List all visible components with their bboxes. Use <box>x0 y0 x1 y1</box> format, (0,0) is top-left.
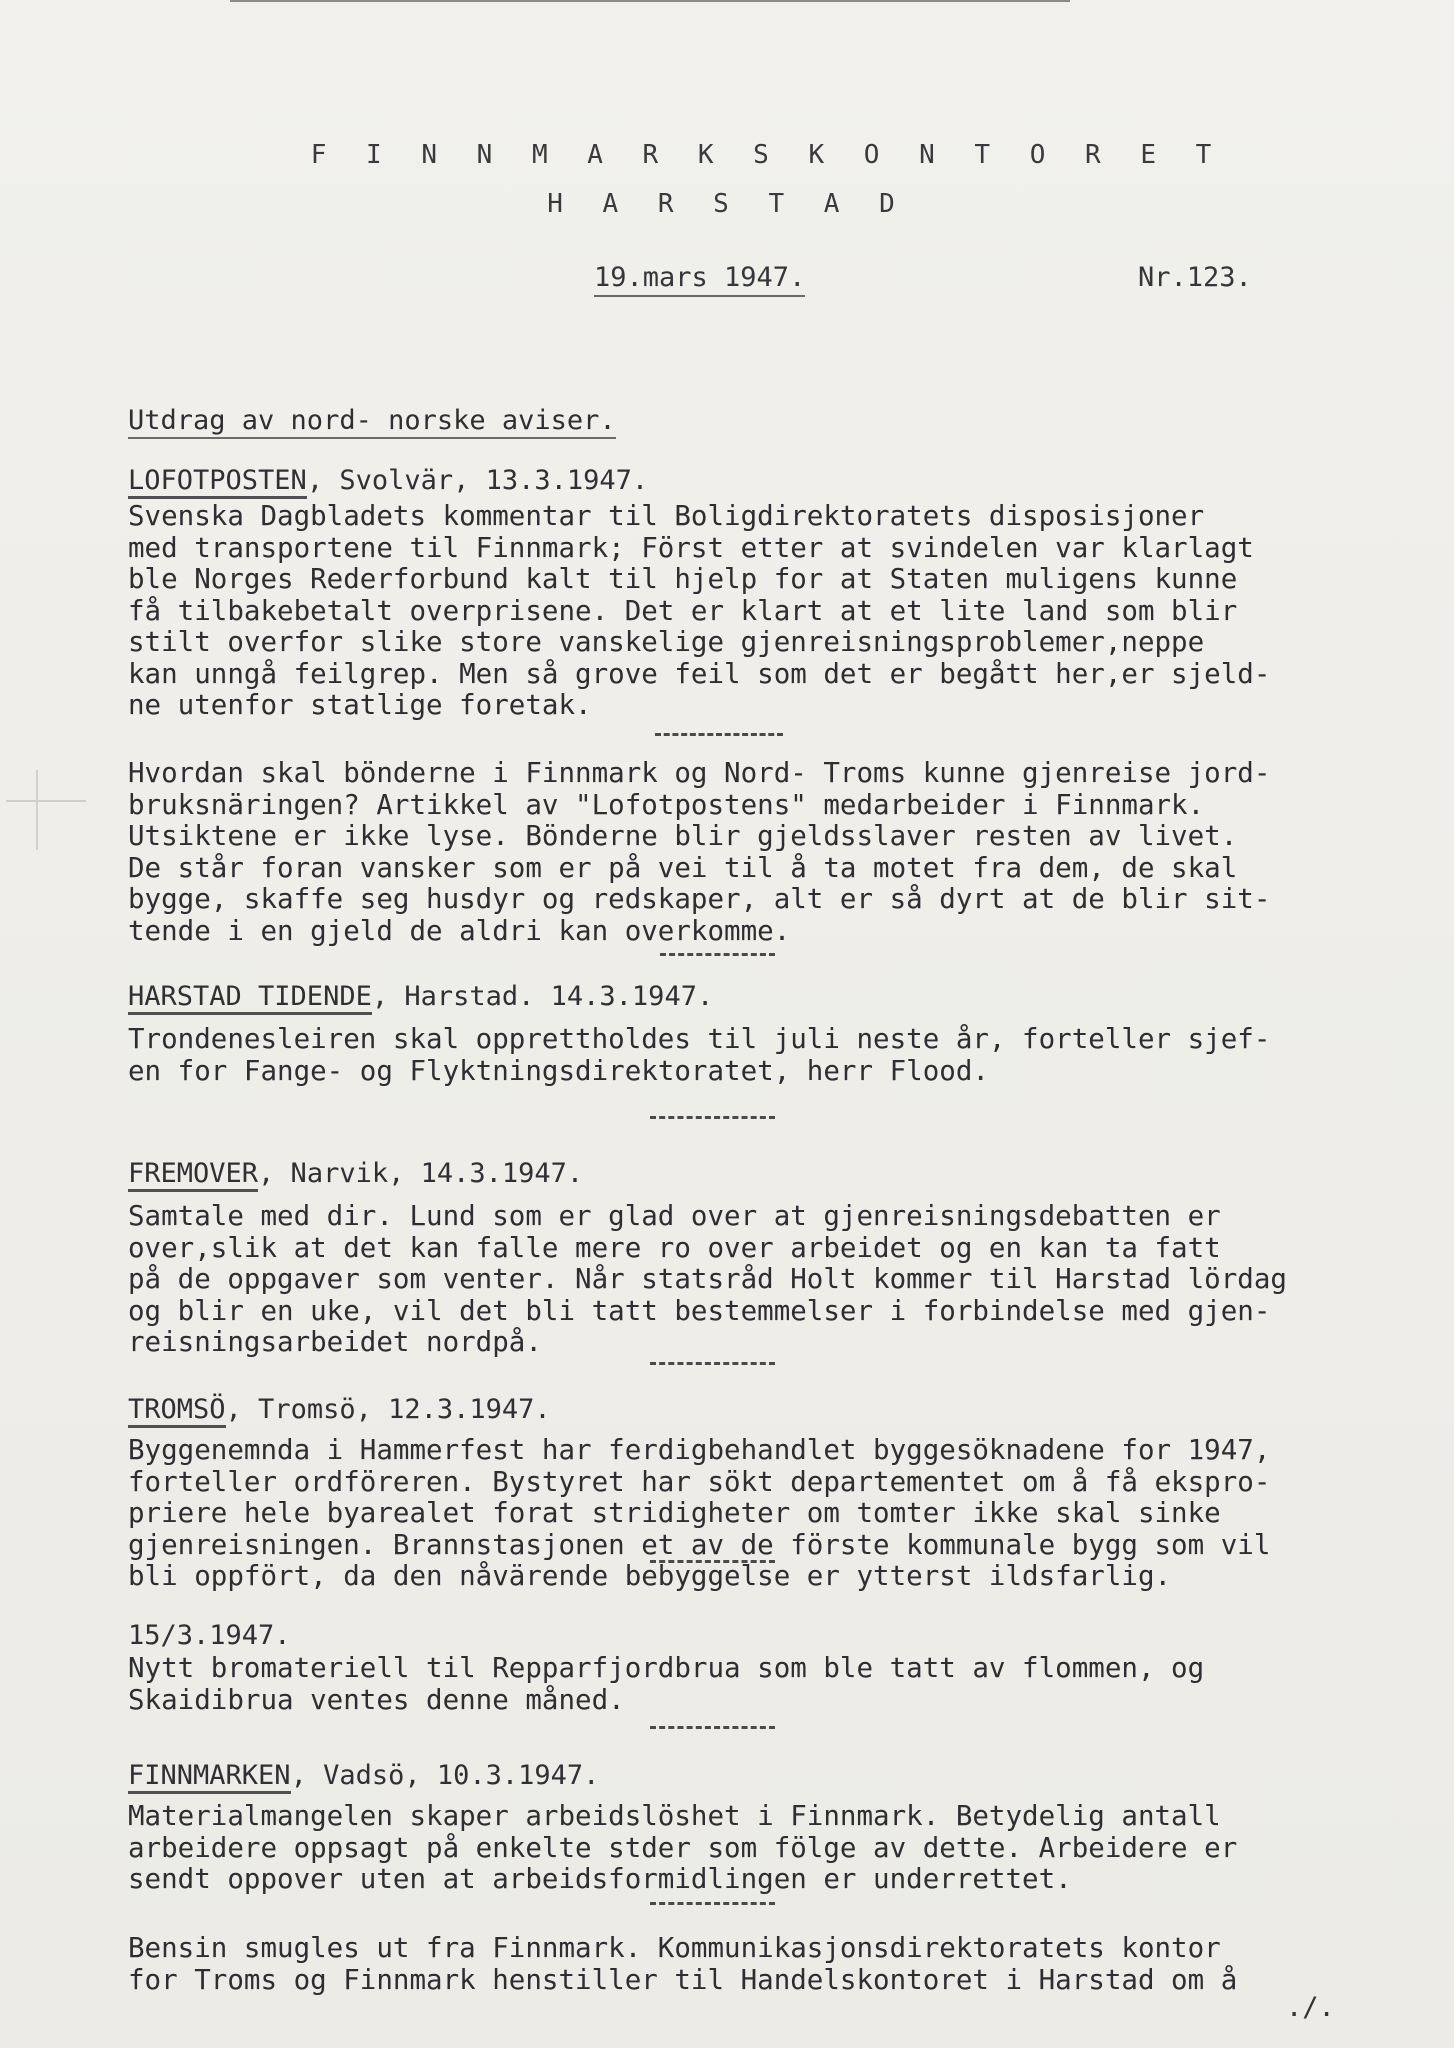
paragraph-line: ble Norges Rederforbund kalt til hjelp for at Staten muligens kunne <box>128 563 1238 595</box>
paragraph-line: Nytt bromateriell til Repparfjordbrua som ble tatt av flommen, og <box>128 1652 1205 1684</box>
source-name: LOFOTPOSTEN <box>128 465 307 499</box>
article-paragraph <box>128 758 1338 947</box>
source-heading <box>128 1158 583 1189</box>
source-place-date: , Narvik, 14.3.1947. <box>258 1158 584 1189</box>
paragraph-line: De står foran vansker som er på vei til å ta motet fra dem, de skal <box>128 851 1238 884</box>
margin-crossmark-h <box>6 800 86 802</box>
paragraph-line: Bensin smugles ut fra Finnmark. Kommunikasjonsdirektoratets kontor <box>128 1932 1221 1964</box>
source-place-date: , Svolvär, 13.3.1947. <box>306 465 649 496</box>
paragraph-line: for Troms og Finnmark henstiller til Handelskontoret i Harstad om å <box>128 1963 1238 1996</box>
source-name: FINNMARKEN <box>128 1760 291 1794</box>
article-paragraph <box>128 1024 1338 1087</box>
section-separator <box>650 1902 775 1905</box>
paragraph-line: ne utenfor statlige foretak. <box>128 689 592 721</box>
article-paragraph <box>128 1653 1338 1716</box>
source-place-date: 15/3.1947. <box>128 1620 291 1651</box>
paragraph-line: Utsiktene er ikke lyse. Bönderne blir gjeldsslaver resten av livet. <box>128 820 1238 852</box>
top-edge-line <box>230 0 1070 2</box>
source-name: TROMSÖ <box>128 1394 226 1428</box>
source-heading <box>128 1620 291 1651</box>
section-separator <box>655 733 783 736</box>
source-place-date: , Harstad. 14.3.1947. <box>371 981 714 1012</box>
paragraph-line: kan unngå feilgrep. Men så grove feil som det er begått her,er sjeld- <box>128 657 1271 690</box>
paragraph-line: med transportene til Finnmark; Först etter at svindelen var klarlagt <box>128 531 1254 564</box>
office-city: H A R S T A D <box>547 189 907 219</box>
article-paragraph <box>128 1201 1338 1359</box>
article-paragraph <box>128 1435 1338 1593</box>
continuation-mark: ./. <box>1286 1992 1335 2023</box>
article-paragraph <box>128 1801 1338 1896</box>
section-separator <box>660 953 775 956</box>
paragraph-line: priere hele byarealet forat stridigheter om tomter ikke skal sinke <box>128 1497 1221 1529</box>
paragraph-line: Samtale med dir. Lund som er glad over at gjenreisningsdebatten er <box>128 1200 1221 1232</box>
paragraph-line: reisningsarbeidet nordpå. <box>128 1326 542 1358</box>
paragraph-line: på de oppgaver som venter. Når statsråd Holt kommer til Harstad lördag <box>128 1263 1287 1295</box>
paragraph-line: Hvordan skal bönderne i Finnmark og Nord- Troms kunne gjenreise jord- <box>128 757 1271 789</box>
source-name: FREMOVER <box>128 1158 258 1192</box>
paragraph-line: sendt oppover uten at arbeidsformidlingen er underrettet. <box>128 1863 1072 1895</box>
section-separator <box>650 1560 775 1563</box>
paragraph-line: over,slik at det kan falle mere ro over arbeidet og en kan ta fatt <box>128 1231 1221 1264</box>
source-heading <box>128 465 648 496</box>
document-date: 19.mars 1947. <box>594 262 805 297</box>
paragraph-line: forteller ordföreren. Bystyret har sökt departementet om å få ekspro- <box>128 1465 1271 1498</box>
paragraph-line: en for Fange- og Flyktningsdirektoratet, herr Flood. <box>128 1054 989 1087</box>
paragraph-line: bruksnäringen? Artikkel av "Lofotpostens" medarbeider i Finnmark. <box>128 788 1205 821</box>
article-paragraph <box>128 1933 1338 1996</box>
paragraph-line: gjenreisningen. Brannstasjonen et av de förste kommunale bygg som vil <box>128 1528 1271 1561</box>
source-heading <box>128 981 713 1012</box>
source-heading <box>128 1760 599 1791</box>
document-title: Utdrag av nord- norske aviser. <box>128 405 616 439</box>
source-place-date: , Tromsö, 12.3.1947. <box>225 1394 551 1425</box>
paragraph-line: tende i en gjeld de aldri kan overkomme. <box>128 914 791 947</box>
margin-crossmark-v <box>36 770 38 850</box>
paragraph-line: bli oppfört, da den nåvärende bebyggelse er ytterst ildsfarlig. <box>128 1560 1172 1592</box>
source-heading <box>128 1394 551 1425</box>
section-separator <box>650 1362 775 1365</box>
section-separator <box>650 1116 775 1119</box>
paragraph-line: Skaidibrua ventes denne måned. <box>128 1683 625 1716</box>
paragraph-line: arbeidere oppsagt på enkelte stder som fölge av dette. Arbeidere er <box>128 1831 1238 1864</box>
paragraph-line: Svenska Dagbladets kommentar til Boligdirektoratets disposisjoner <box>128 500 1205 532</box>
source-name: HARSTAD TIDENDE <box>128 981 372 1015</box>
paragraph-line: Trondenesleiren skal opprettholdes til juli neste år, forteller sjef- <box>128 1023 1271 1055</box>
office-name: F I N N M A R K S K O N T O R E T <box>310 140 1224 170</box>
article-paragraph <box>128 501 1338 722</box>
source-place-date: , Vadsö, 10.3.1947. <box>290 1760 600 1791</box>
paragraph-line: Materialmangelen skaper arbeidslöshet i Finnmark. Betydelig antall <box>128 1800 1221 1832</box>
section-separator <box>650 1726 775 1729</box>
paragraph-line: stilt overfor slike store vanskelige gjenreisningsproblemer,neppe <box>128 626 1205 658</box>
paragraph-line: bygge, skaffe seg husdyr og redskaper, alt er så dyrt at de blir sit- <box>128 883 1271 915</box>
paragraph-line: og blir en uke, vil det bli tatt bestemmelser i forbindelse med gjen- <box>128 1294 1271 1327</box>
paragraph-line: få tilbakebetalt overprisene. Det er klart at et lite land som blir <box>128 594 1238 627</box>
paragraph-line: Byggenemnda i Hammerfest har ferdigbehandlet byggesöknadene for 1947, <box>128 1434 1271 1466</box>
document-number: Nr.123. <box>1138 262 1252 293</box>
